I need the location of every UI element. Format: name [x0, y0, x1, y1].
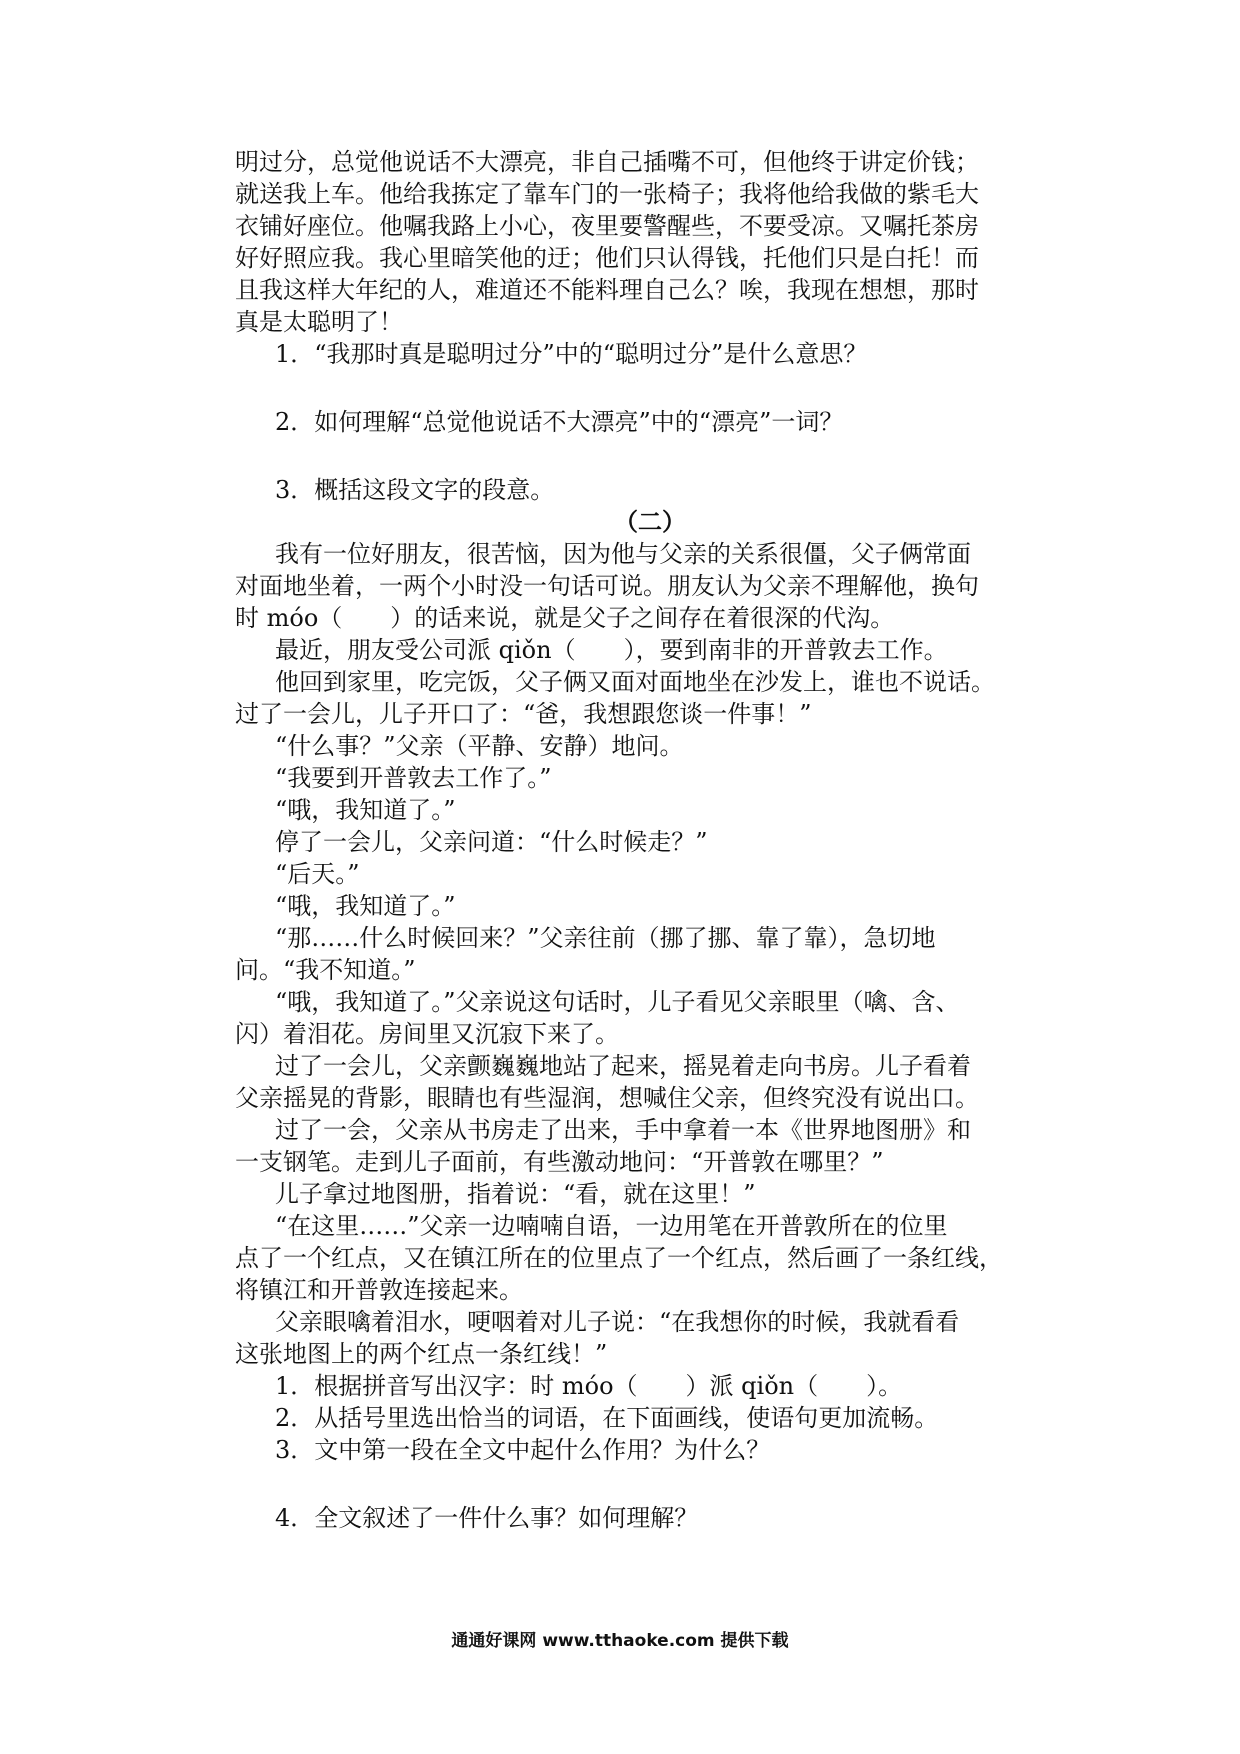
passage-line: 好好照应我。我心里暗笑他的迂；他们只认得钱，托他们只是白托！而 [235, 244, 979, 272]
paragraph-line: 一支钢笔。走到儿子面前，有些激动地问：“开普敦在哪里？” [235, 1148, 884, 1176]
paragraph-line: 儿子拿过地图册，指着说：“看，就在这里！” [275, 1180, 756, 1208]
passage-line: 且我这样大年纪的人，难道还不能料理自己么？唉，我现在想想，那时 [235, 276, 979, 304]
paragraph-line: “什么事？”父亲（平静、安静）地问。 [275, 732, 684, 760]
paragraph-line: 我有一位好朋友，很苦恼，因为他与父亲的关系很僵，父子俩常面 [275, 540, 971, 568]
paragraph-line: 对面地坐着，一两个小时没一句话可说。朋友认为父亲不理解他，换句 [235, 572, 979, 600]
section-heading: （二） [614, 507, 686, 536]
question-2: 2．从括号里选出恰当的词语，在下面画线，使语句更加流畅。 [275, 1404, 939, 1432]
passage-two [235, 538, 1025, 1370]
paragraph-line: 时 móo（ ）的话来说，就是父子之间存在着很深的代沟。 [235, 604, 895, 632]
questions-one [235, 338, 1025, 506]
question-1: 1．“我那时真是聪明过分”中的“聪明过分”是什么意思？ [275, 340, 868, 368]
question-1: 1．根据拼音写出汉字：时 móo（ ）派 qiǒn（ ）。 [275, 1372, 903, 1400]
passage-line: 真是太聪明了！ [235, 308, 403, 336]
question-2: 2．如何理解“总觉他说话不大漂亮”中的“漂亮”一词？ [275, 408, 844, 436]
paragraph-line: 过了一会，父亲从书房走了出来，手中拿着一本《世界地图册》和 [275, 1116, 971, 1144]
paragraph-line: 问。“我不知道。” [235, 956, 416, 984]
paragraph-line: 停了一会儿，父亲问道：“什么时候走？” [275, 828, 708, 856]
paragraph-line: 闪）着泪花。房间里又沉寂下来了。 [235, 1020, 619, 1048]
question-3: 3．概括这段文字的段意。 [275, 476, 555, 504]
question-4: 4．全文叙述了一件什么事？如何理解？ [275, 1504, 699, 1532]
questions-two [235, 1370, 1025, 1534]
paragraph-line: 将镇江和开普敦连接起来。 [235, 1276, 523, 1304]
paragraph-line: 点了一个红点，又在镇江所在的位里点了一个红点，然后画了一条红线， [235, 1244, 1003, 1272]
paragraph-line: “哦，我知道了。” [275, 796, 456, 824]
paragraph-line: 最近，朋友受公司派 qiǒn（ ），要到南非的开普敦去工作。 [275, 636, 948, 664]
passage-line: 衣铺好座位。他嘱我路上小心，夜里要警醒些，不要受凉。又嘱托茶房 [235, 212, 979, 240]
paragraph-line: 过了一会儿，父亲颤巍巍地站了起来，摇晃着走向书房。儿子看着 [275, 1052, 971, 1080]
document-body [235, 146, 1025, 1534]
paragraph-line: 父亲眼噙着泪水，哽咽着对儿子说：“在我想你的时候，我就看看 [275, 1308, 960, 1336]
paragraph-line: 过了一会儿，儿子开口了：“爸，我想跟您谈一件事！” [235, 700, 812, 728]
question-3: 3．文中第一段在全文中起什么作用？为什么？ [275, 1436, 771, 1464]
paragraph-line: 父亲摇晃的背影，眼睛也有些湿润，想喊住父亲，但终究没有说出口。 [235, 1084, 979, 1112]
paragraph-line: “哦，我知道了。”父亲说这句话时，儿子看见父亲眼里（噙、含、 [275, 988, 960, 1016]
passage-line: 就送我上车。他给我拣定了靠车门的一张椅子；我将他给我做的紫毛大 [235, 180, 979, 208]
paragraph-line: “在这里……”父亲一边喃喃自语，一边用笔在开普敦所在的位里 [275, 1212, 948, 1240]
passage-line: 明过分，总觉他说话不大漂亮，非自己插嘴不可，但他终于讲定价钱； [235, 148, 979, 176]
passage-one [235, 146, 1025, 338]
paragraph-line: “那……什么时候回来？”父亲往前（挪了挪、靠了靠），急切地 [275, 924, 936, 952]
paragraph-line: 这张地图上的两个红点一条红线！” [235, 1340, 608, 1368]
paragraph-line: “后天。” [275, 860, 360, 888]
paragraph-line: “我要到开普敦去工作了。” [275, 764, 552, 792]
paragraph-line: “哦，我知道了。” [275, 892, 456, 920]
footer-credit: 通通好课网 www.tthaoke.com 提供下载 [451, 1631, 789, 1651]
paragraph-line: 他回到家里，吃完饭，父子俩又面对面地坐在沙发上，谁也不说话。 [275, 668, 995, 696]
